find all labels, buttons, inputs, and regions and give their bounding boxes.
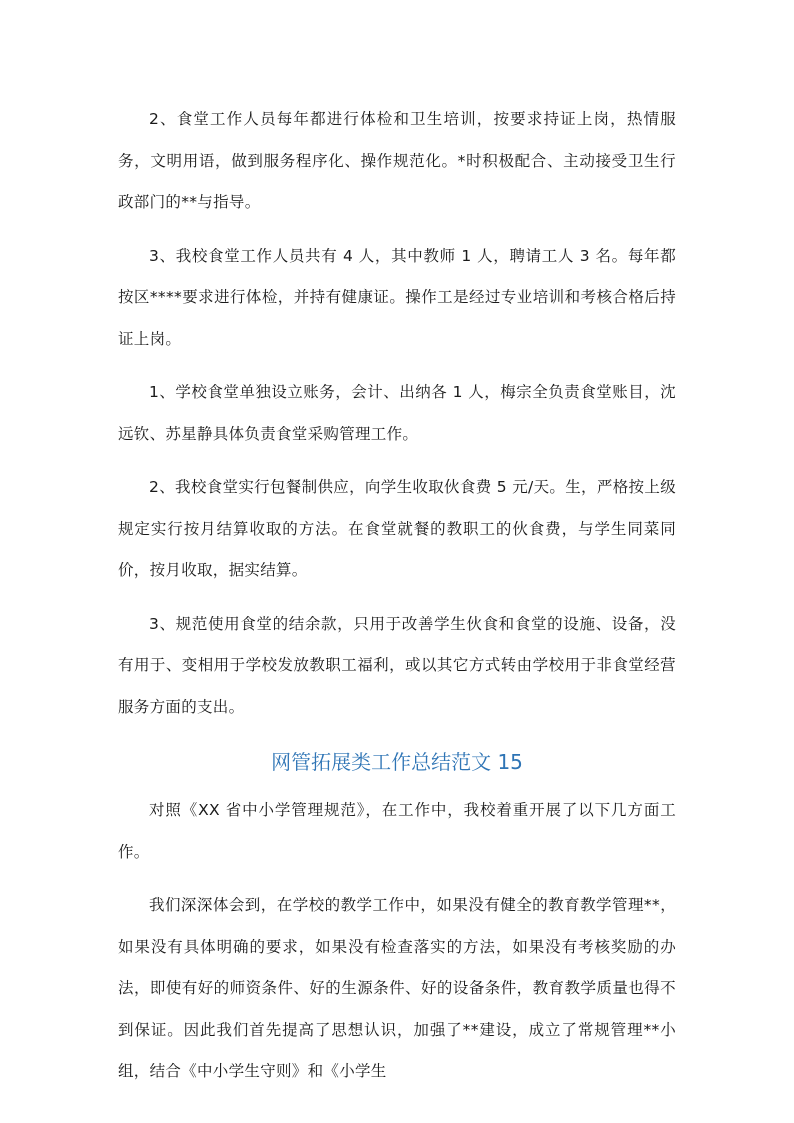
paragraph-management-norms: 对照《XX 省中小学管理规范》，在工作中，我校着重开展了以下几方面工作。 [118,801,676,861]
paragraph-surplus-usage: 3、规范使用食堂的结余款，只用于改善学生伙食和食堂的设施、设备，没有用于、变相用于学校发放教职工福利，或以其它方式转由学校用于非食堂经营服务方面的支出。 [118,614,676,716]
paragraph-accounts: 1、学校食堂单独设立账务，会计、出纳各 1 人，梅宗全负责食堂账目，沈远钦、苏星静具体负责食堂采购管理工作。 [118,383,676,443]
paragraph-staff-training: 2、食堂工作人员每年都进行体检和卫生培训，按要求持证上岗，热情服务，文明用语，做到服务程序化、操作规范化。*时积极配合、主动接受卫生行政部门的**与指导。 [118,110,676,211]
document-body [118,99,676,1105]
paragraph-staff-count: 3、我校食堂工作人员共有 4 人，其中教师 1 人，聘请工人 3 名。每年都按区****要求进行体检，并持有健康证。操作工是经过专业培训和考核合格后持证上岗。 [118,246,676,348]
section-heading: 网管拓展类工作总结范文 15 [271,750,523,774]
paragraph-meal-fees: 2、我校食堂实行包餐制供应，向学生收取伙食费 5 元/天。生，严格按上级规定实行按月结算收取的方法。在食堂就餐的教职工的伙食费，与学生同菜同价，按月收取，据实结算。 [118,478,676,579]
paragraph-teaching-management: 我们深深体会到，在学校的教学工作中，如果没有健全的教育教学管理**，如果没有具体明确的要求，如果没有检查落实的方法，如果没有考核奖励的办法，即使有好的师资条件、好的生源条件、好的设备条件，教育教学质量也得不到保证。因此我们首先提高了思想认识，加强了**建设，成立了常规管理**小组，结合《中小学生守则》和《小学生 [118,896,676,1080]
